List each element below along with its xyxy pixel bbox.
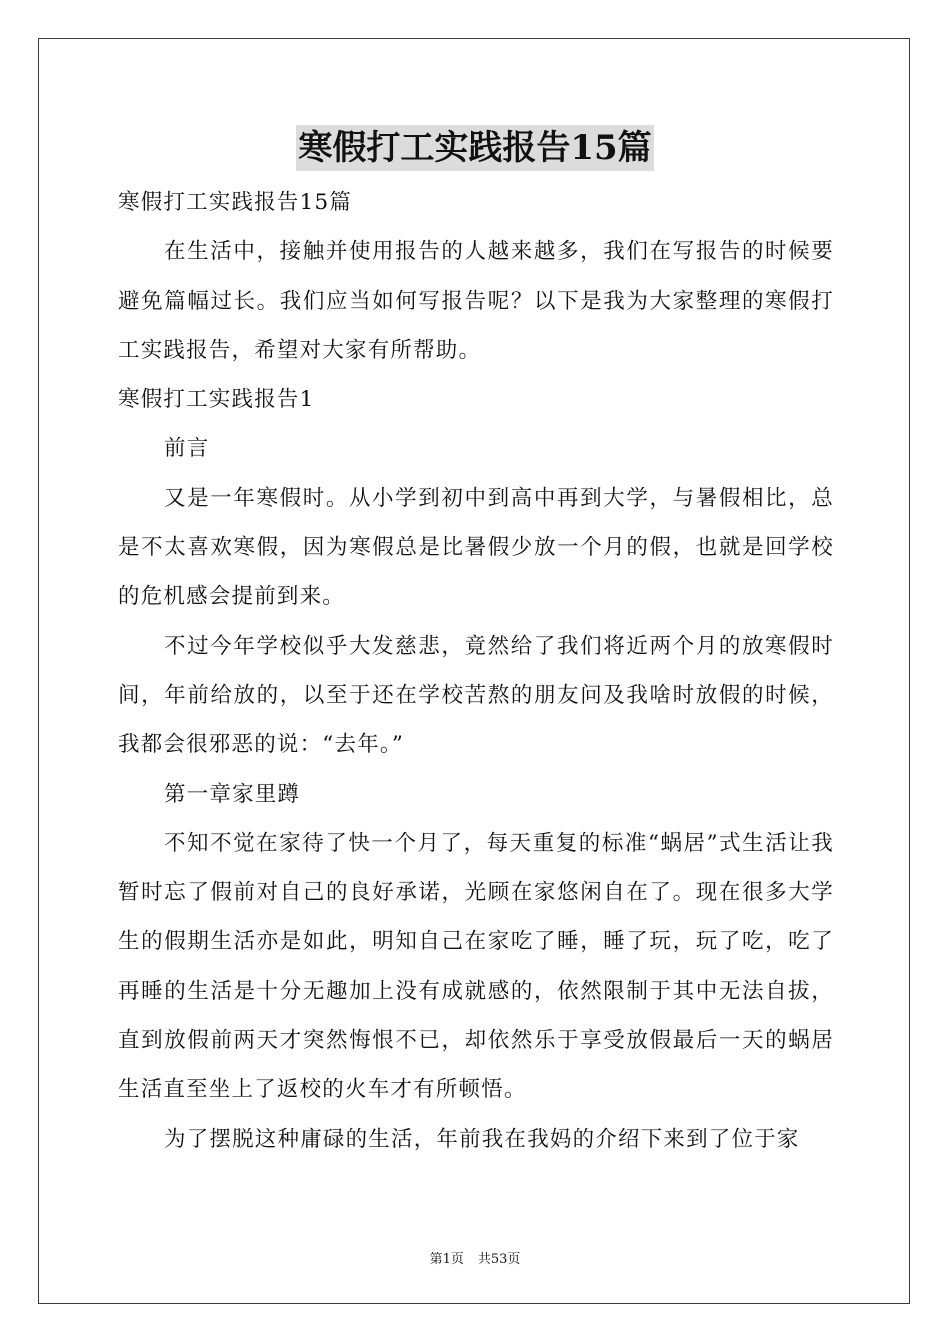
paragraph-body: 不知不觉在家待了快一个月了，每天重复的标准“蜗居”式生活让我暂时忘了假前对自己的良好承诺，光顾在家悠闲自在了。现在很多大学生的假期生活亦是如此，明知自己在家吃了睡，睡了玩，玩了吃，吃了再睡的生活是十分无趣加上没有成就感的，依然限制于其中无法自拔，直到放假前两天才突然悔恨不已，却依然乐于享受放假最后一天的蜗居生活直至坐上了返校的火车才有所顿悟。 [118,830,834,1103]
page-number: 第1页 [429,1252,464,1267]
section-heading-report-1: 寒假打工实践报告1 [118,387,315,413]
paragraph-body: 不过今年学校似乎大发慈悲，竟然给了我们将近两个月的放寒假时间，年前给放的，以至于还在学校苦熬的朋友问及我啥时放假的时候，我都会很邪恶的说：“去年。” [118,633,834,758]
chapter-heading: 第一章家里蹲 [164,781,301,807]
paragraph-body: 为了摆脱这种庸碌的生活，年前我在我妈的介绍下来到了位于家 [164,1126,800,1152]
document-body [118,178,834,1164]
paragraph-subtitle: 寒假打工实践报告15篇 [118,190,353,215]
document-title-text: 寒假打工实践报告15篇 [296,125,653,171]
page-footer [0,1248,950,1267]
paragraph-body: 又是一年寒假时。从小学到初中到高中再到大学，与暑假相比，总是不太喜欢寒假，因为寒假总是比暑假少放一个月的假，也就是回学校的危机感会提前到来。 [118,485,834,610]
paragraph-preface-heading: 前言 [164,436,210,462]
document-title [0,124,950,172]
paragraph-intro: 在生活中，接触并使用报告的人越来越多，我们在写报告的时候要避免篇幅过长。我们应当如何写报告呢？以下是我为大家整理的寒假打工实践报告，希望对大家有所帮助。 [118,239,834,363]
page-total: 共53页 [477,1252,521,1267]
